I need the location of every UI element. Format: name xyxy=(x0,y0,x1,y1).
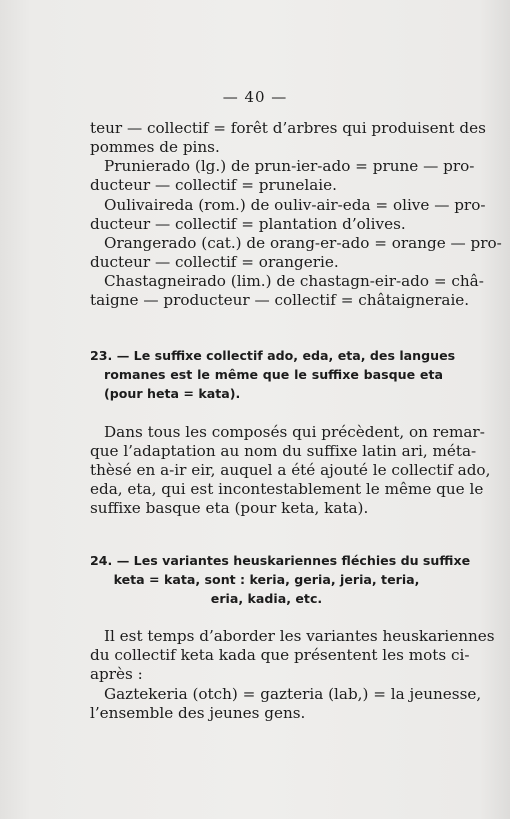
page-number: — 40 — xyxy=(222,88,288,106)
text-line: taigne — producteur — collectif = châtaigneraie. xyxy=(90,291,470,309)
text-line: Dans tous les composés qui précèdent, on remar- xyxy=(104,423,485,441)
text-line: Prunierado (lg.) de prun-ier-ado = prune — pro- xyxy=(104,157,475,175)
text-line: ducteur — collectif = orangerie. xyxy=(90,253,339,271)
text-line: après : xyxy=(90,665,143,683)
section-heading-line: (pour heta = kata). xyxy=(104,386,241,401)
text-line: pommes de pins. xyxy=(90,138,220,156)
text-line: ducteur — collectif = plantation d’olives. xyxy=(90,215,406,233)
text-line: que l’adaptation au nom du suffixe latin ari, méta- xyxy=(90,442,477,460)
text-line: Orangerado (cat.) de orang-er-ado = orange — pro- xyxy=(104,234,502,252)
text-line: teur — collectif = forêt d’arbres qui produisent des xyxy=(90,119,486,137)
text-line: thèsé en a-ir eir, auquel a été ajouté le collectif ado, xyxy=(90,461,491,479)
text-line: Chastagneirado (lim.) de chastagn-eir-ado = châ- xyxy=(104,272,484,290)
text-line: suffixe basque eta (pour keta, kata). xyxy=(90,499,369,517)
text-line: Il est temps d’aborder les variantes heuskariennes xyxy=(104,627,495,645)
text-line: Gaztekeria (otch) = gazteria (lab,) = la jeunesse, xyxy=(104,685,482,703)
section-heading-line: romanes est le même que le suffixe basque eta xyxy=(104,367,443,382)
text-line: eda, eta, qui est incontestablement le même que le xyxy=(90,480,484,498)
section-heading-line: keta = kata, sont : keria, geria, jeria, teria, xyxy=(113,572,420,587)
section-heading-line: eria, kadia, etc. xyxy=(210,591,323,606)
text-line: Oulivaireda (rom.) de ouliv-air-eda = olive — pro- xyxy=(104,196,486,214)
text-line: du collectif keta kada que présentent les mots ci- xyxy=(90,646,470,664)
section-heading-line: 23. — Le suffixe collectif ado, eda, eta, des langues xyxy=(90,348,456,363)
text-line: l’ensemble des jeunes gens. xyxy=(90,704,306,722)
text-line: ducteur — collectif = prunelaie. xyxy=(90,176,337,194)
section-heading-line: 24. — Les variantes heuskariennes fléchies du suffixe xyxy=(90,553,471,568)
